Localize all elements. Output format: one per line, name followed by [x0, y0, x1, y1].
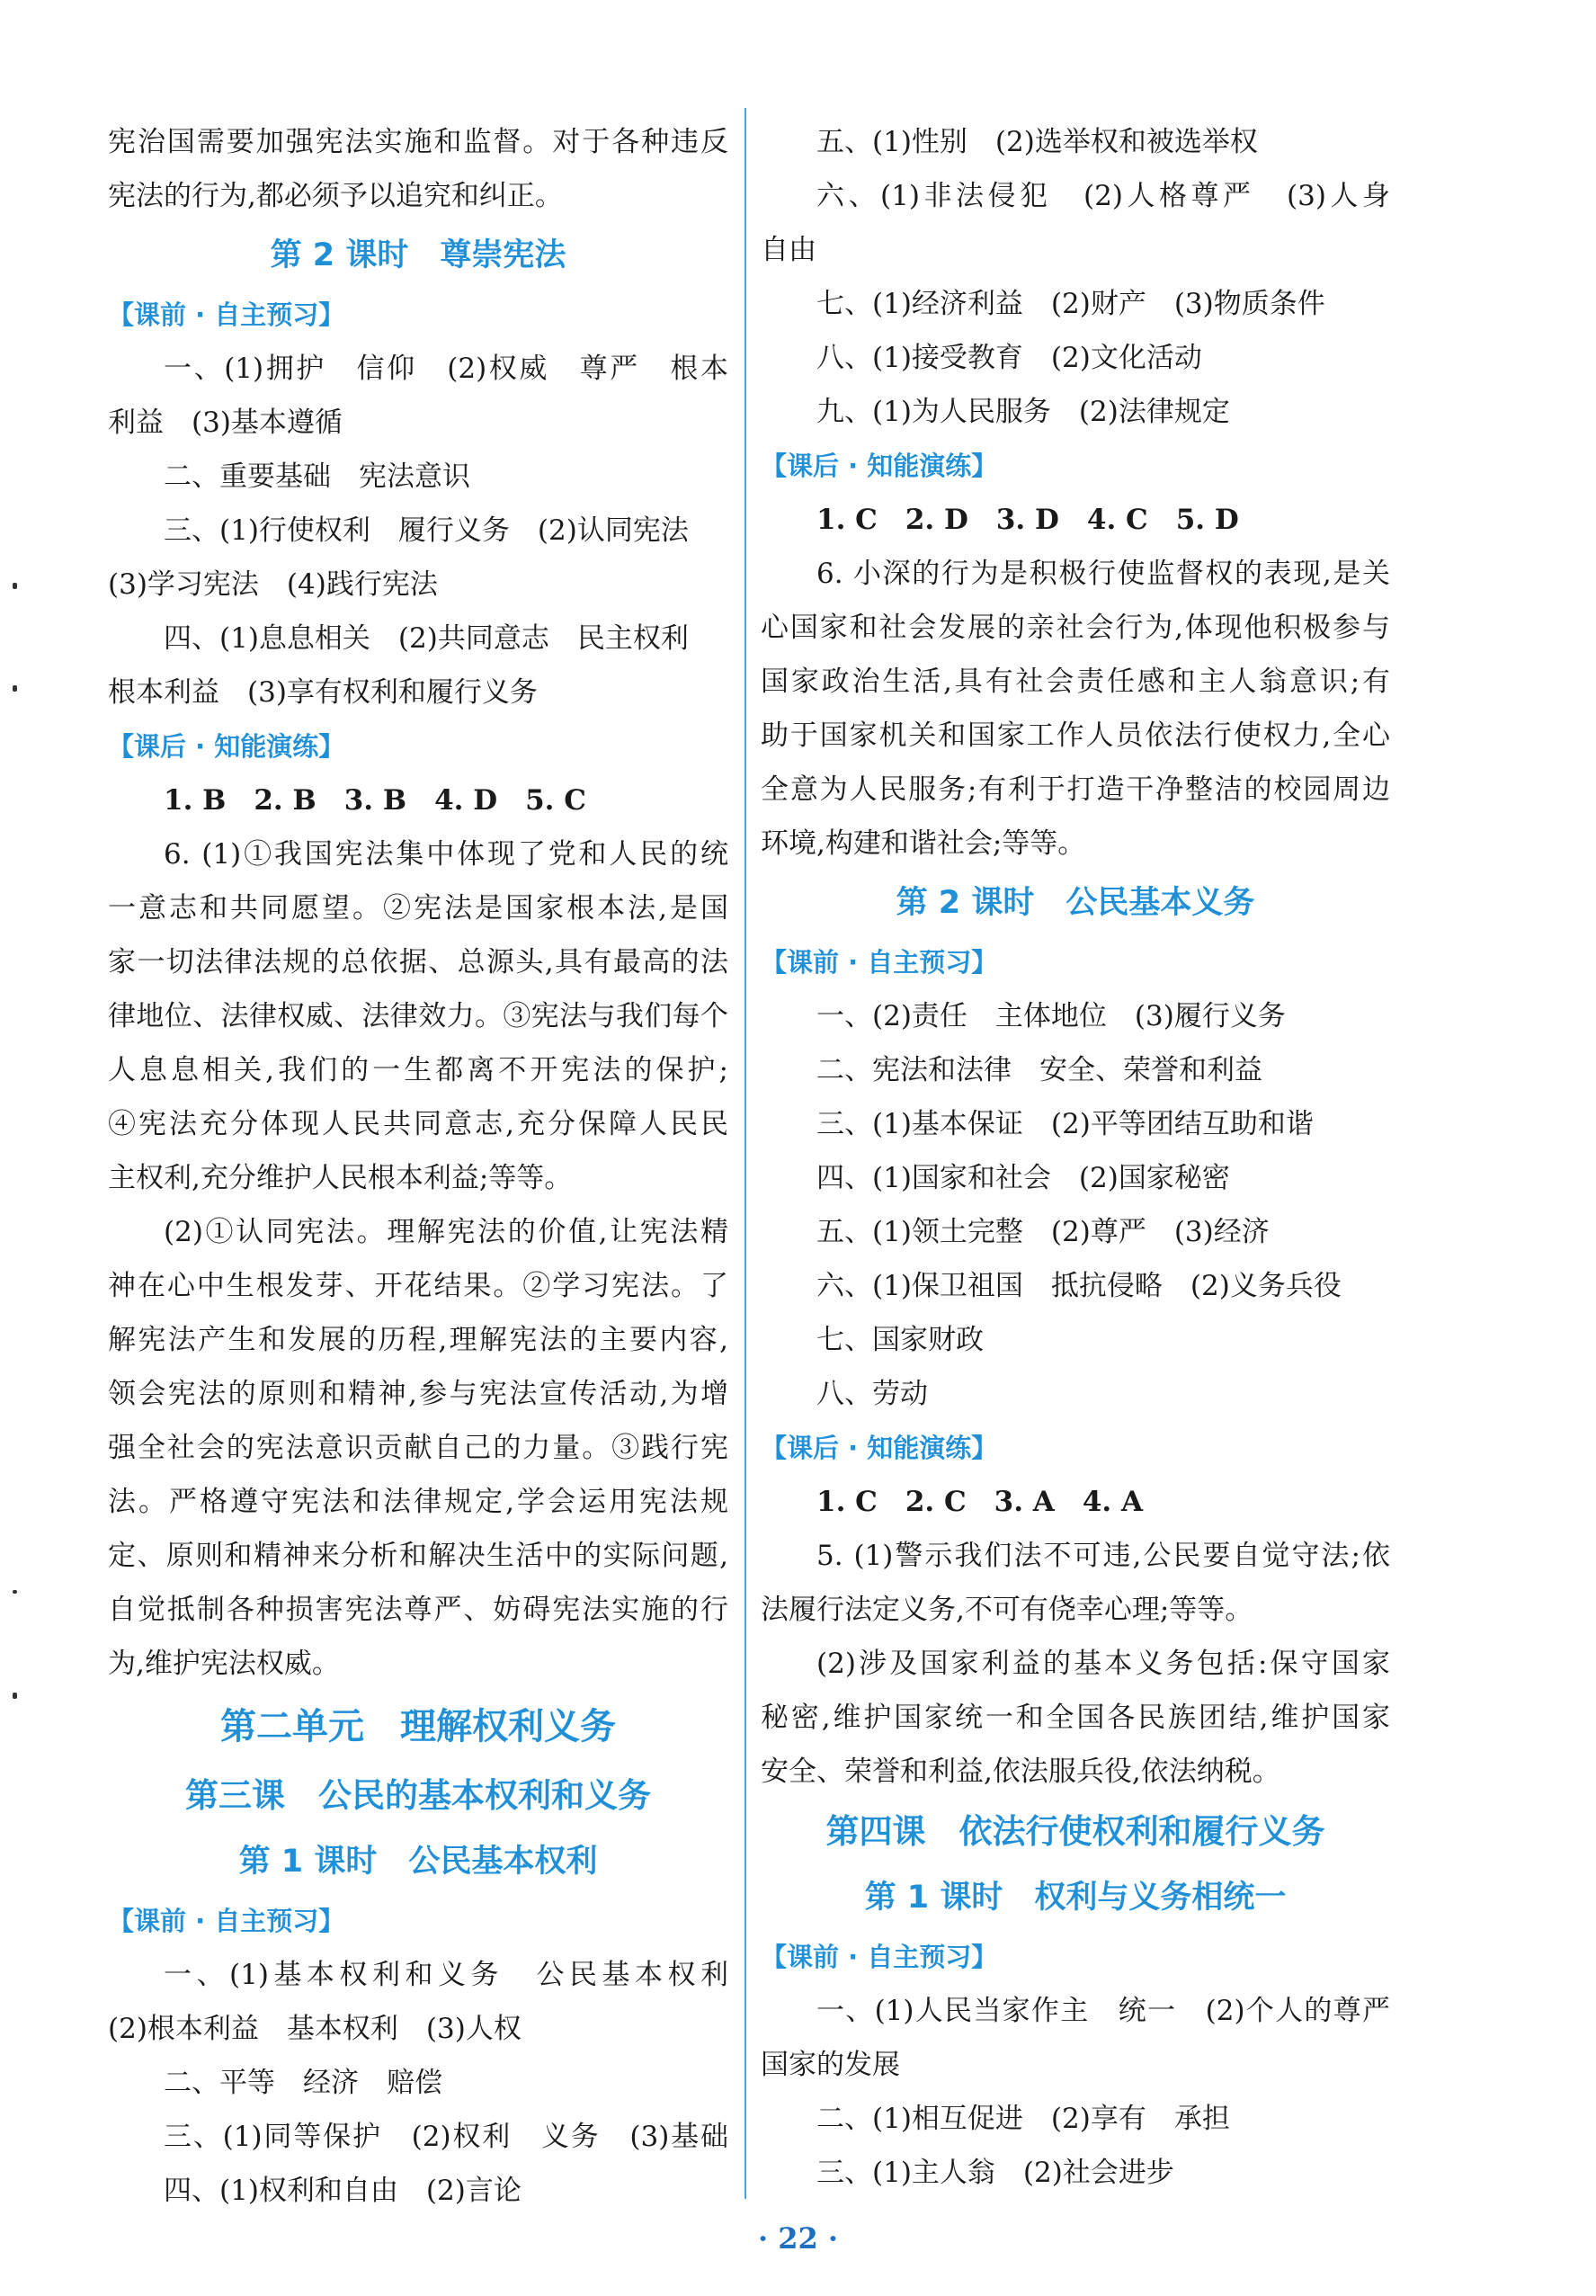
choice-answers: 1. C 2. D 3. D 4. C 5. D: [816, 504, 1239, 536]
answer-line: 三、(1)基本保证 (2)平等团结互助和谐: [816, 1108, 1314, 1140]
lesson-title: 第 2 课时 公民基本义务: [896, 885, 1255, 921]
answer-line: 八、(1)接受教育 (2)文化活动: [816, 342, 1202, 374]
margin-mark: [13, 1590, 17, 1594]
section-tag-practice: 【课后 · 知能演练】: [108, 731, 345, 762]
margin-mark: [13, 1693, 17, 1699]
answer-line: 六、(1)保卫祖国 抵抗侵略 (2)义务兵役: [816, 1270, 1342, 1302]
section-tag-preview: 【课前 · 自主预习】: [761, 1942, 998, 1972]
text-line: 定、原则和精神来分析和解决生活中的实际问题,: [108, 1540, 728, 1572]
margin-mark: [13, 685, 17, 692]
text-line: 法履行法定义务,不可有侥幸心理;等等。: [761, 1594, 1253, 1626]
text-line: 一意志和共同愿望。②宪法是国家根本法,是国: [108, 892, 728, 925]
text-line: 律地位、法律权威、法律效力。③宪法与我们每个: [108, 1000, 728, 1032]
answer-line: 二、平等 经济 赔偿: [164, 2067, 442, 2099]
answer-line: 国家的发展: [761, 2049, 900, 2081]
answer-line: 五、(1)领土完整 (2)尊严 (3)经济: [816, 1216, 1270, 1248]
text-line: 法。严格遵守宪法和法律规定,学会运用宪法规: [108, 1486, 728, 1518]
right-column: [761, 115, 1390, 2200]
text-line: 5. (1)警示我们法不可违,公民要自觉守法;依: [816, 1540, 1390, 1572]
text-line: 宪治国需要加强宪法实施和监督。对于各种违反: [108, 126, 728, 158]
section-tag-preview: 【课前 · 自主预习】: [761, 947, 998, 978]
text-line: 心国家和社会发展的亲社会行为,体现他积极参与: [761, 612, 1390, 644]
answer-line: 三、(1)同等保护 (2)权利 义务 (3)基础: [164, 2121, 728, 2153]
answer-line: 四、(1)国家和社会 (2)国家秘密: [816, 1162, 1230, 1194]
choice-answers: 1. C 2. C 3. A 4. A: [816, 1486, 1144, 1518]
answer-line: 七、(1)经济利益 (2)财产 (3)物质条件: [816, 288, 1325, 320]
answer-line: 一、(1)基本权利和义务 公民基本权利: [164, 1959, 728, 1991]
answer-line: 自由: [761, 234, 816, 266]
answer-line: 八、劳动: [816, 1378, 928, 1410]
answer-line: 一、(1)人民当家作主 统一 (2)个人的尊严: [816, 1995, 1390, 2027]
column-divider: [745, 108, 746, 2199]
section-tag-preview: 【课前 · 自主预习】: [108, 1906, 345, 1936]
text-line: 主权利,充分维护人民根本利益;等等。: [108, 1162, 573, 1194]
lesson-title: 第 2 课时 尊崇宪法: [270, 237, 566, 273]
answer-line: 五、(1)性别 (2)选举权和被选举权: [816, 126, 1258, 158]
answer-line: 四、(1)息息相关 (2)共同意志 民主权利: [164, 622, 689, 655]
answer-line: 利益 (3)基本遵循: [108, 406, 343, 439]
course-title: 第四课 依法行使权利和履行义务: [825, 1812, 1325, 1851]
left-column: [108, 115, 728, 2218]
course-title: 第三课 公民的基本权利和义务: [185, 1776, 651, 1815]
answer-line: 九、(1)为人民服务 (2)法律规定: [816, 396, 1230, 428]
answer-line: 一、(1)拥护 信仰 (2)权威 尊严 根本: [164, 353, 728, 385]
page-number: · 22 ·: [757, 2221, 839, 2256]
text-line: 国家政治生活,具有社会责任感和主人翁意识;有: [761, 666, 1390, 698]
answer-line: 三、(1)行使权利 履行义务 (2)认同宪法: [164, 514, 689, 547]
answer-line: 七、国家财政: [816, 1324, 984, 1356]
text-line: (2)①认同宪法。理解宪法的价值,让宪法精: [164, 1216, 728, 1248]
text-line: (2)涉及国家利益的基本义务包括:保守国家: [816, 1648, 1390, 1680]
unit-title: 第二单元 理解权利义务: [220, 1706, 616, 1747]
text-line: 神在心中生根发芽、开花结果。②学习宪法。了: [108, 1270, 728, 1302]
text-line: 家一切法律法规的总依据、总源头,具有最高的法: [108, 946, 728, 978]
answer-line: 二、(1)相互促进 (2)享有 承担: [816, 2103, 1230, 2135]
answer-line: (2)根本利益 基本权利 (3)人权: [108, 2013, 522, 2045]
answer-line: 二、重要基础 宪法意识: [164, 460, 470, 493]
text-line: 为,维护宪法权威。: [108, 1648, 340, 1680]
margin-mark: [13, 583, 17, 589]
text-line: 6. 小深的行为是积极行使监督权的表现,是关: [816, 558, 1390, 590]
answer-line: (3)学习宪法 (4)践行宪法: [108, 568, 438, 601]
section-tag-practice: 【课后 · 知能演练】: [761, 1433, 998, 1463]
text-line: ④宪法充分体现人民共同意志,充分保障人民民: [108, 1108, 728, 1140]
text-line: 助于国家机关和国家工作人员依法行使权力,全心: [761, 719, 1390, 752]
answer-line: 一、(2)责任 主体地位 (3)履行义务: [816, 1000, 1286, 1032]
text-line: 解宪法产生和发展的历程,理解宪法的主要内容,: [108, 1324, 728, 1356]
text-line: 领会宪法的原则和精神,参与宪法宣传活动,为增: [108, 1378, 728, 1410]
lesson-title: 第 1 课时 权利与义务相统一: [864, 1880, 1287, 1916]
text-line: 6. (1)①我国宪法集中体现了党和人民的统: [164, 838, 728, 871]
answer-line: 三、(1)主人翁 (2)社会进步: [816, 2157, 1174, 2189]
choice-answers: 1. B 2. B 3. B 4. D 5. C: [164, 784, 586, 817]
section-tag-practice: 【课后 · 知能演练】: [761, 451, 998, 481]
text-line: 安全、荣誉和利益,依法服兵役,依法纳税。: [761, 1756, 1280, 1788]
answer-line: 根本利益 (3)享有权利和履行义务: [108, 676, 538, 709]
text-line: 环境,构建和谐社会;等等。: [761, 827, 1086, 860]
answer-line: 六、(1)非法侵犯 (2)人格尊严 (3)人身: [816, 180, 1390, 212]
section-tag-preview: 【课前 · 自主预习】: [108, 299, 345, 330]
text-line: 宪法的行为,都必须予以追究和纠正。: [108, 180, 563, 212]
text-line: 自觉抵制各种损害宪法尊严、妨碍宪法实施的行: [108, 1594, 728, 1626]
text-line: 人息息相关,我们的一生都离不开宪法的保护;: [108, 1054, 728, 1086]
answer-line: 二、宪法和法律 安全、荣誉和利益: [816, 1054, 1262, 1086]
text-line: 秘密,维护国家统一和全国各民族团结,维护国家: [761, 1702, 1390, 1734]
text-line: 全意为人民服务;有利于打造干净整洁的校园周边: [761, 773, 1390, 806]
text-line: 强全社会的宪法意识贡献自己的力量。③践行宪: [108, 1432, 728, 1464]
answer-line: 四、(1)权利和自由 (2)言论: [164, 2175, 522, 2207]
lesson-title: 第 1 课时 公民基本权利: [238, 1844, 598, 1880]
